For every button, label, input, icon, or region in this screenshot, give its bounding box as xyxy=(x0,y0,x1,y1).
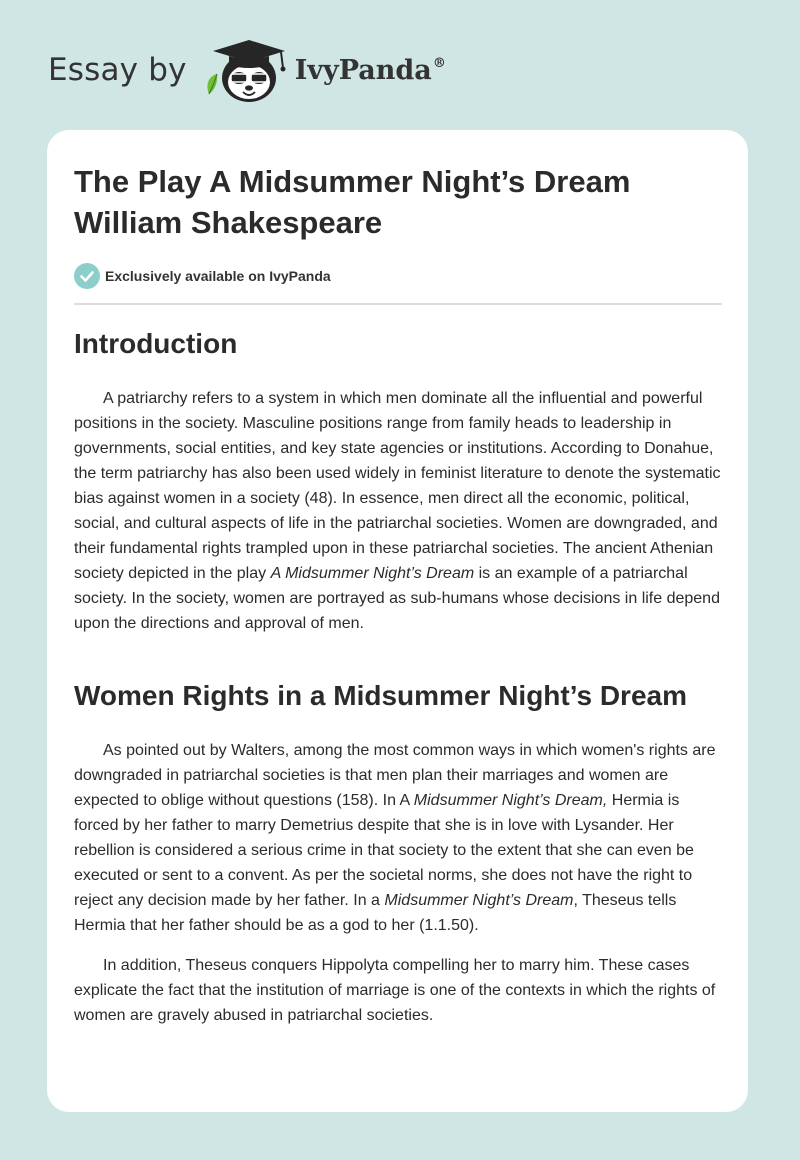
paragraph-text: is an example of a patriarchal society. In the society, women are portrayed as sub-humans whose decisions in life depend upon the directions and approval of men. xyxy=(74,565,720,632)
paragraph xyxy=(74,738,726,938)
brand-name-text: IvyPanda xyxy=(294,54,432,86)
italic-title-text: A Midsummer Night’s Dream xyxy=(270,565,475,582)
italic-title-text: Midsummer Night’s Dream, xyxy=(413,792,608,809)
title-divider xyxy=(74,303,722,305)
section-heading-women-rights: Women Rights in a Midsummer Night’s Dream xyxy=(74,680,687,711)
paragraph-text: As pointed out by Walters, among the most common ways in which women's rights are downgraded in patriarchal societies is that men plan their marriages and women are expected to oblige without questions (158). In A xyxy=(74,742,716,809)
registered-mark: ® xyxy=(432,55,446,71)
paragraph xyxy=(74,386,726,636)
site-header xyxy=(48,34,446,106)
paragraph xyxy=(74,953,726,1028)
paragraph-text: A patriarchy refers to a system in which men dominate all the influential and powerful positions in the society. Masculine positions range from family heads to leadership in governments, social entities, and key state agencies or institutions. According to Donahue, the term patriarchy has also been used widely in feminist literature to denote the systematic bias against women in a society (48). In essence, men direct all the economic, political, social, and cultural aspects of life in the patriarchal societies. Women are downgraded, and their fundamental rights trampled upon in these patriarchal societies. The ancient Athenian society depicted in the play xyxy=(74,390,721,582)
section-heading-introduction: Introduction xyxy=(74,328,238,359)
paragraph-text: In addition, Theseus conquers Hippolyta compelling her to marry him. These cases explicate the fact that the institution of marriage is one of the contexts in which the rights of women are gravely abused in patriarchal societies. xyxy=(74,957,716,1024)
brand-name[interactable] xyxy=(295,55,446,86)
exclusive-badge xyxy=(74,263,331,289)
italic-title-text: Midsummer Night’s Dream xyxy=(384,892,574,909)
essay-card xyxy=(47,130,748,1112)
panda-logo-icon[interactable] xyxy=(201,34,291,106)
essay-title: The Play A Midsummer Night’s Dream William Shakespeare xyxy=(74,164,631,240)
paragraph-text: Hermia is forced by her father to marry Demetrius despite that she is in love with Lysander. Her rebellion is considered a serious crime in that society to the extent that she can even be executed or sent to a convent. As per the societal norms, she does not have the right to reject any decision made by her father. In a xyxy=(74,792,694,909)
exclusive-badge-label: Exclusively available on IvyPanda xyxy=(105,268,331,284)
check-circle-icon xyxy=(74,263,100,289)
brand-prefix: Essay by xyxy=(48,52,187,88)
paragraph-text: , Theseus tells Hermia that her father should be as a god to her (1.1.50). xyxy=(74,892,677,934)
